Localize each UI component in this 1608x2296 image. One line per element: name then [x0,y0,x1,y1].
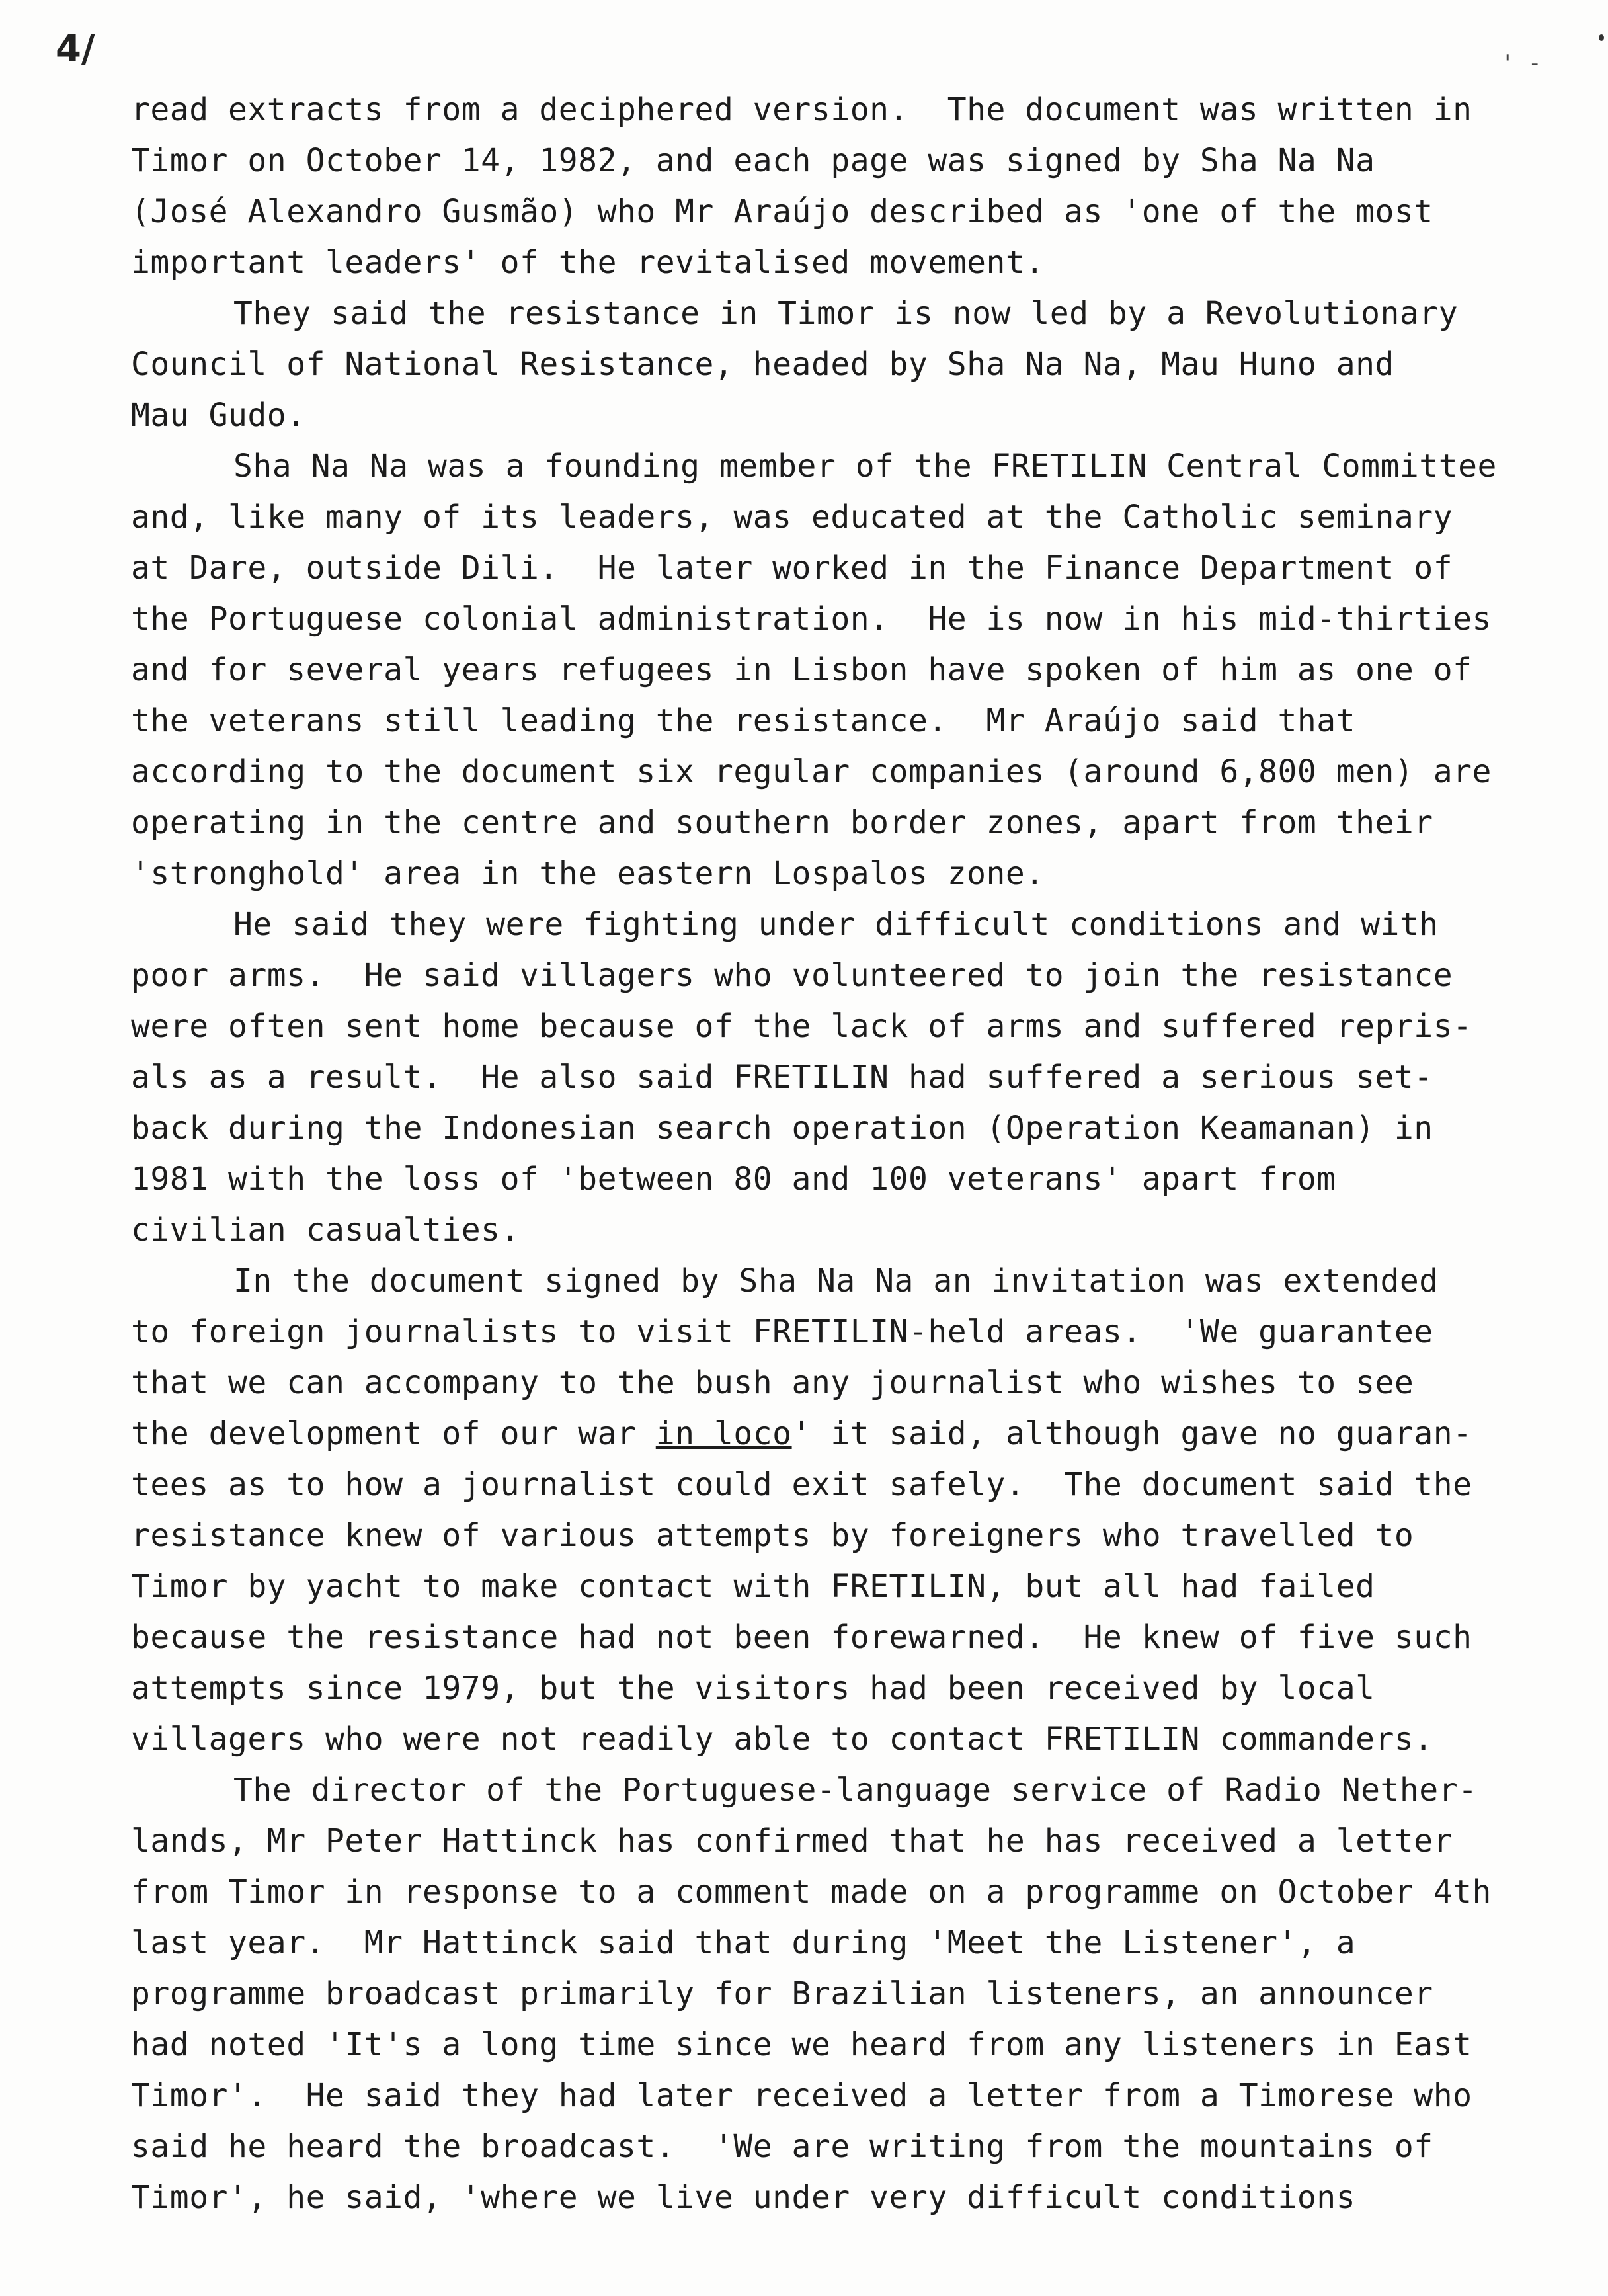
text-line: operating in the centre and southern border zones, apart from their [131,804,1433,841]
text-line: that we can accompany to the bush any journalist who wishes to see [131,1364,1414,1401]
text-line: Mau Gudo. [131,397,306,434]
text-line: Timor on October 14, 1982, and each page was signed by Sha Na Na [131,142,1375,179]
text-line: resistance knew of various attempts by foreigners who travelled to [131,1517,1414,1554]
text-line: important leaders' of the revitalised movement. [131,244,1045,281]
text-line: lands, Mr Peter Hattinck has confirmed that he has received a letter [131,1823,1453,1860]
text-line: He said they were fighting under difficult conditions and with [233,906,1439,943]
text-line: 'stronghold' area in the eastern Lospalos zone. [131,855,1045,892]
text-line: at Dare, outside Dili. He later worked in the Finance Department of [131,550,1453,587]
text-segment: the development of our war [131,1415,656,1452]
edge-mark-dot [1599,34,1604,41]
text-line: Timor'. He said they had later received a letter from a Timorese who [131,2077,1472,2114]
text-line: Timor by yacht to make contact with FRETILIN, but all had failed [131,1568,1375,1605]
text-line: In the document signed by Sha Na Na an invitation was extended [233,1262,1439,1299]
text-line: were often sent home because of the lack of arms and suffered repris- [131,1008,1472,1045]
text-line: last year. Mr Hattinck said that during 'Meet the Listener', a [131,1924,1356,1961]
text-line: had noted 'It's a long time since we heard from any listeners in East [131,2026,1472,2063]
text-line: poor arms. He said villagers who volunteered to join the resistance [131,957,1453,994]
text-line: civilian casualties. [131,1211,520,1249]
text-line: The director of the Portuguese-language service of Radio Nether- [233,1772,1478,1809]
text-line: attempts since 1979, but the visitors had been received by local [131,1670,1375,1707]
text-line: said he heard the broadcast. 'We are writing from the mountains of [131,2128,1433,2165]
text-line: from Timor in response to a comment made on a programme on October 4th [131,1873,1492,1910]
text-line: the veterans still leading the resistance. Mr Araújo said that [131,702,1356,739]
text-line: Timor', he said, 'where we live under very difficult conditions [131,2179,1356,2216]
text-line: and, like many of its leaders, was educated at the Catholic seminary [131,499,1453,536]
text-line: the Portuguese colonial administration. He is now in his mid-thirties [131,600,1492,637]
underlined-phrase: in loco [655,1415,792,1452]
text-line: They said the resistance in Timor is now led by a Revolutionary [233,295,1459,332]
text-line: Council of National Resistance, headed by Sha Na Na, Mau Huno and [131,346,1394,383]
text-line: read extracts from a deciphered version. The document was written in [131,91,1472,128]
text-line: back during the Indonesian search operation (Operation Keamanan) in [131,1110,1433,1147]
text-line: and for several years refugees in Lisbon have spoken of him as one of [131,651,1472,688]
text-line: according to the document six regular companies (around 6,800 men) are [131,753,1492,790]
text-line: als as a result. He also said FRETILIN had suffered a serious set- [131,1059,1433,1096]
text-line: (José Alexandro Gusmão) who Mr Araújo described as 'one of the most [131,193,1433,230]
text-line: 1981 with the loss of 'between 80 and 100 veterans' apart from [131,1161,1336,1198]
text-line: to foreign journalists to visit FRETILIN-held areas. 'We guarantee [131,1313,1433,1350]
text-segment: ' it said, although gave no guaran- [791,1415,1472,1452]
text-line: because the resistance had not been forewarned. He knew of five such [131,1619,1472,1656]
corner-mark: ' - [1501,50,1542,77]
body-text [131,85,1566,2223]
text-line: tees as to how a journalist could exit safely. The document said the [131,1466,1472,1503]
page-number: 4/ [56,28,95,71]
text-line: villagers who were not readily able to contact FRETILIN commanders. [131,1721,1433,1758]
text-line: programme broadcast primarily for Brazilian listeners, an announcer [131,1975,1433,2012]
text-line [131,1409,1566,1459]
text-line: Sha Na Na was a founding member of the FRETILIN Central Committee [233,448,1497,485]
